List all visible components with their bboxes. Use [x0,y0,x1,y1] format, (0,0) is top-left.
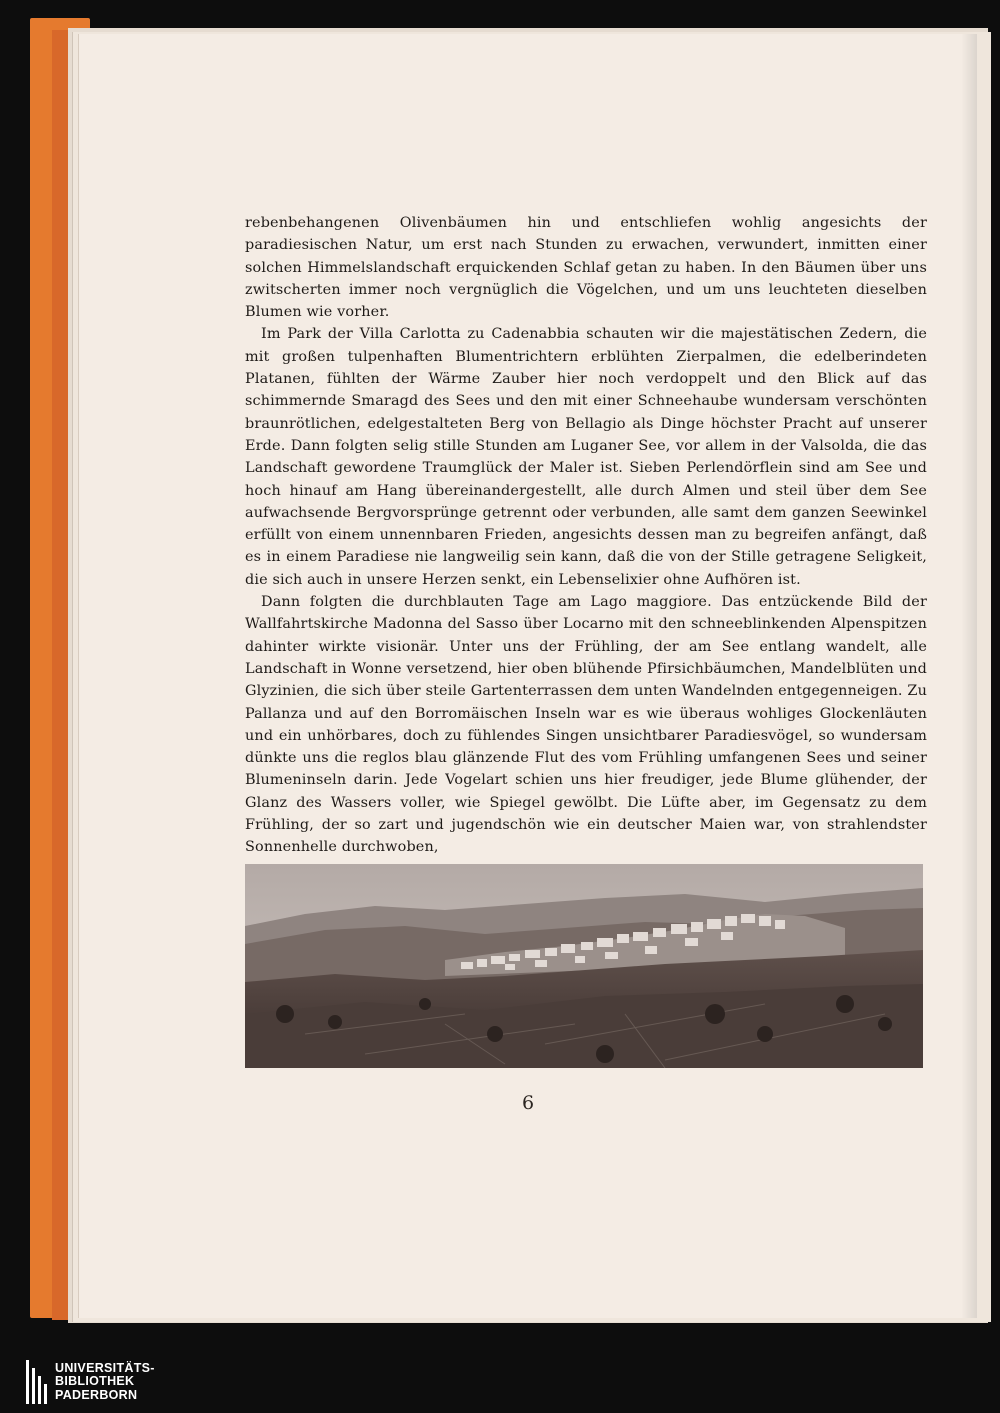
library-logo-line-3: PADERBORN [55,1387,138,1402]
paragraph-2: Im Park der Villa Carlotta zu Cadenabbia schauten wir die majestätischen Zedern, die mit großen tulpenhaften Blumentrichtern erblühten Zierpalmen, die edelberindeten Platanen, fühlten der Wärme Zauber hier noch verdoppelt und den Blick auf das schimmernde Smaragd des Sees und den mit einer Schneehaube wundersam verschönten braunrötlichen, edelgestalteten Berg von Bellagio als Dinge höchster Pracht auf unserer Erde. Dann folgten selig stille Stunden am Luganer See, vor allem in der Valsolda, die das Landschaft gewordene Traumglück der Maler ist. Sieben Perlendörflein sind am See und hoch hinauf am Hang übereinandergestellt, alle durch Almen und steil über dem See aufwachsende Bergvorsprünge getrennt oder verbunden, alle samt dem ganzen Seewinkel erfüllt von einem unnennbaren Frieden, angesichts dessen man zu begreifen anfängt, daß es in einem Paradiese nie langweilig sein kann, daß die von der Stille getragene Seligkeit, die sich auch in unsere Herzen senkt, ein Lebenselixier ohne Aufhören ist. [245,326,927,588]
book-page [78,34,977,1318]
photo-illustration [245,864,923,1068]
library-logo [26,1360,155,1404]
library-logo-line-2: BIBLIOTHEK [55,1374,135,1389]
page-number: 6 [521,1092,535,1114]
page-gutter-shadow [961,34,977,1318]
library-logo-line-1: UNIVERSITÄTS- [55,1360,155,1375]
landscape-photograph [245,864,923,1068]
paragraph-3: Dann folgten die durchblauten Tage am Lago maggiore. Das entzückende Bild der Wallfahrtskirche Madonna del Sasso über Locarno mit den schneeblinkenden Alpenspitzen dahinter wirkte visionär. Unter uns der Frühling, der am See entlang wandelt, alle Landschaft in Wonne versetzend, hier oben blühende Pfirsichbäumchen, Mandelblüten und Glyzinien, die sich über steile Gartenterrassen dem unten Wandelnden entgegenneigen. Zu Pallanza und auf den Borromäischen Inseln war es wie überaus wohliges Glockenläuten und ein unhörbares, doch zu fühlendes Singen unsichtbarer Paradiesvögel, so wundersam dünkte uns die reglos blau glänzende Flut des vom Frühling umfangenen Sees und seiner Blumeninseln darin. Jede Vogelart schien uns hier freudiger, jede Blume glühender, der Glanz des Wassers voller, wie Spiegel gewölbt. Die Lüfte aber, im Gegensatz zu dem Frühling, der so zart und jugendschön wie ein deutscher Maien war, von strahlendster Sonnenhelle durchwoben, [245,594,927,856]
body-text [245,212,927,859]
paragraph-1: rebenbehangenen Olivenbäumen hin und entschliefen wohlig angesichts der paradiesischen Natur, um erst nach Stunden zu erwachen, verwundert, inmitten einer solchen Himmelslandschaft erquickenden Schlaf getan zu haben. In den Bäumen über uns zwitscherten immer noch vergnüglich die Vögelchen, und um uns leuchteten dieselben Blumen wie vorher. [245,215,927,321]
library-logo-mark-icon [26,1360,47,1404]
library-logo-text [55,1362,155,1403]
